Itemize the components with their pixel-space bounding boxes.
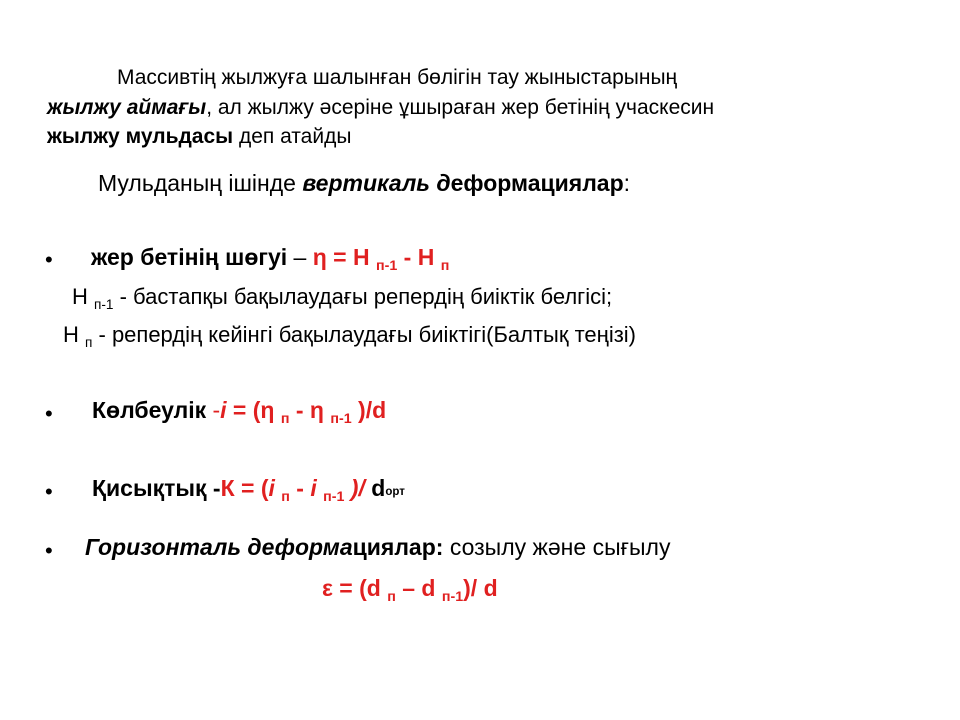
epsilon-sub: п: [387, 588, 396, 605]
intro-text-2: , ал жылжу әсеріне ұшыраған жер бетінің учаскесин: [206, 96, 715, 119]
slope-i: i: [220, 397, 227, 423]
formula-sub: п: [440, 257, 450, 274]
intro-line-3: [47, 122, 351, 152]
epsilon-c: )/ d: [463, 575, 498, 601]
curvature-tail: )/: [344, 475, 372, 501]
h-prev-text: - бастапқы бақылаудағы репердің биіктік белгісі;: [113, 284, 613, 309]
vertical-heading: [98, 170, 630, 197]
formula-eta: η = Н: [312, 244, 376, 270]
formula-minus: - Н: [397, 244, 441, 270]
slope-tail: )/d: [351, 397, 387, 423]
epsilon-formula: [322, 575, 498, 605]
epsilon-sub: п-1: [441, 588, 464, 605]
h-curr-text: - репердің кейінгі бақылаудағы биіктігі(Балтық теңізі): [92, 322, 637, 347]
curvature-dsub: орт: [385, 485, 405, 498]
vertical-colon: :: [623, 170, 631, 196]
horizontal-label: Горизонталь деформа: [85, 534, 353, 560]
vertical-term-rest: еформациялар: [450, 170, 624, 196]
bullet-2: •: [45, 401, 53, 426]
horizontal-rest: созылу және сығылу: [443, 534, 671, 560]
curvature-i: i: [310, 475, 324, 501]
vertical-prefix: Мульданың ішінде: [98, 170, 303, 196]
horizontal-label-2: циялар:: [352, 534, 444, 560]
slope-eq: = (η: [226, 397, 281, 423]
h-sub: п: [85, 334, 93, 350]
intro-line-1: [117, 63, 677, 93]
bullet-3: •: [45, 479, 53, 504]
slope-sub: п: [280, 410, 290, 427]
curvature-label: Қисықтық -: [92, 475, 221, 501]
epsilon-b: – d: [395, 575, 442, 601]
h-symbol: Н: [72, 284, 94, 309]
epsilon-a: ε = (d: [322, 575, 388, 601]
horizontal-line: [85, 534, 670, 561]
vertical-term-italic: вертикаль д: [302, 170, 451, 196]
intro-text-1: Массивтің жылжуға шалынған бөлігін тау жыныстарының: [117, 66, 678, 89]
h-sub: п-1: [94, 296, 114, 312]
slope-formula: [226, 397, 387, 427]
bullet-1: •: [45, 247, 53, 272]
slope-minus: - η: [289, 397, 331, 423]
term-trough: жылжу мульдасы: [47, 125, 234, 148]
h-symbol: Н: [63, 322, 85, 347]
intro-line-2: [47, 93, 714, 123]
subsidence-formula: [312, 244, 450, 274]
bullet-4: •: [45, 538, 53, 563]
subsidence-line: [91, 244, 449, 274]
slope-sub: п-1: [330, 410, 352, 427]
curvature-minus: -: [289, 475, 311, 501]
slope-label: Көлбеулік: [92, 397, 213, 423]
slope-line: [92, 397, 386, 427]
slope-dash: -: [212, 397, 221, 423]
intro-text-3: деп атайды: [233, 125, 352, 148]
term-slip-zone: жылжу аймағы: [47, 96, 207, 119]
curvature-sub: п: [281, 488, 290, 505]
subsidence-dash: –: [287, 244, 313, 270]
curvature-k: К = (: [220, 475, 269, 501]
h-curr-definition: [63, 322, 636, 350]
curvature-i: i: [268, 475, 282, 501]
curvature-d: d: [371, 475, 386, 501]
h-prev-definition: [72, 284, 612, 312]
curvature-line: [92, 475, 405, 505]
formula-sub: п-1: [375, 257, 398, 274]
subsidence-label: жер бетінің шөгуі: [91, 244, 288, 270]
curvature-sub: п-1: [323, 488, 345, 505]
